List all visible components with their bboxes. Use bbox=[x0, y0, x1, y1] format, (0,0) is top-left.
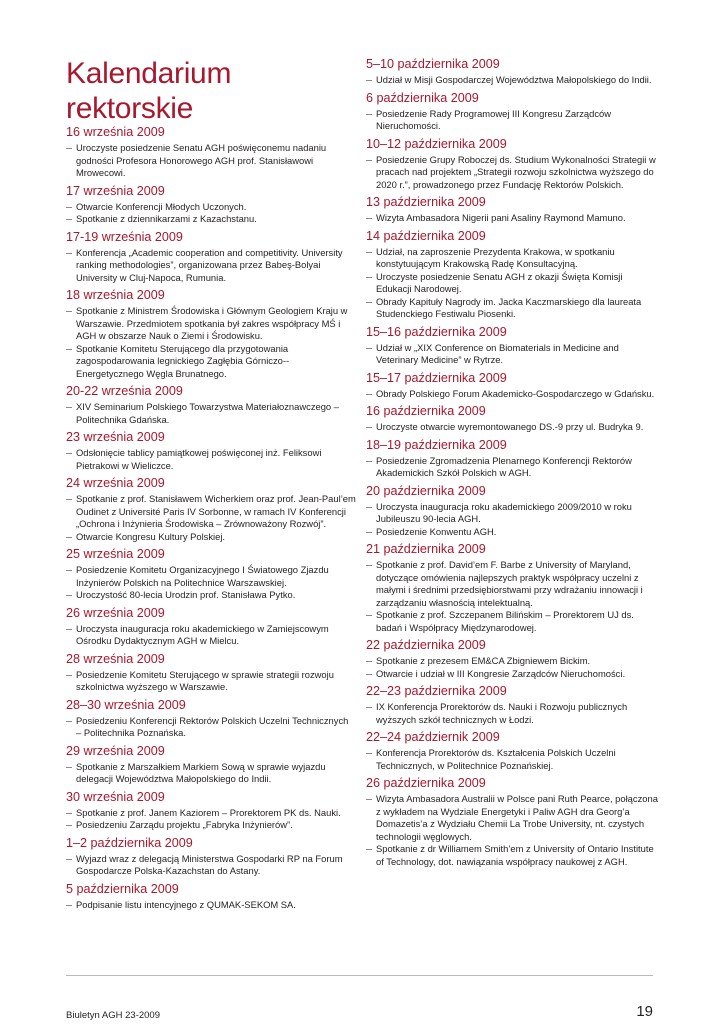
calendar-entry bbox=[366, 57, 658, 87]
page-title-line2: rektorskie bbox=[66, 92, 194, 125]
entry-item: Wizyta Ambasadora Australii w Polsce pani Ruth Pearce, połączona z wykładem na Wydziale Energetyki i Paliw AGH dra Georg’a Domazetis’a z Wydziału Chemii La Trobe University, nt. czystych technologii węglowych. bbox=[366, 793, 658, 843]
entry-item: Spotkanie z prezesem EM&CA Zbigniewem Bickim. bbox=[366, 655, 658, 668]
entry-date: 18–19 października 2009 bbox=[366, 437, 507, 452]
entry-date: 24 września 2009 bbox=[66, 476, 165, 490]
entry-item: Wyjazd wraz z delegacją Ministerstwa Gospodarki RP na Forum Gospodarcze Polska-Kazachstan do Astany. bbox=[66, 853, 356, 878]
right-column bbox=[366, 57, 658, 872]
entry-date: 15–16 października 2009 bbox=[366, 324, 507, 339]
entry-item: Uroczyste posiedzenie Senatu AGH z okazji Święta Komisji Edukacji Narodowej. bbox=[366, 271, 658, 296]
entry-item: Spotkanie z dziennikarzami z Kazachstanu. bbox=[66, 213, 356, 226]
entry-item: Spotkanie Komitetu Sterującego dla przygotowania zagospodarowania legnickiego Zagłębia Górniczo--Energetycznego Węgla Brunatnego. bbox=[66, 343, 356, 381]
calendar-entry bbox=[66, 744, 356, 786]
calendar-entry bbox=[66, 125, 356, 180]
calendar-entry bbox=[366, 438, 658, 480]
entry-item: Spotkanie z prof. Janem Kaziorem – Prorektorem PK ds. Nauki. bbox=[66, 807, 356, 820]
entry-item: Spotkanie z Marszałkiem Markiem Sową w sprawie wyjazdu delegacji Województwa Małopolskiego do Indii. bbox=[66, 761, 356, 786]
entry-item: Konferencja „Academic cooperation and competitivity. University ranking methodologies”, organizowana przez Babeş-Bolyai University w Cluj-Napoca, Rumunia. bbox=[66, 247, 356, 285]
calendar-entry bbox=[66, 606, 356, 648]
entry-date: 16 października 2009 bbox=[366, 404, 486, 418]
calendar-entry bbox=[66, 547, 356, 602]
entry-item: Posiedzenie Zgromadzenia Plenarnego Konferencji Rektorów Akademickich Szkół Polskich w AGH. bbox=[366, 455, 658, 480]
entry-item: XIV Seminarium Polskiego Towarzystwa Materiałoznawczego – Politechnika Gdańska. bbox=[66, 401, 356, 426]
entry-date: 21 października 2009 bbox=[366, 542, 486, 556]
entry-date: 22–24 październik 2009 bbox=[366, 730, 500, 744]
entry-item: Udział w Misji Gospodarczej Województwa Małopolskiego do Indii. bbox=[366, 74, 658, 87]
entry-date: 6 października 2009 bbox=[366, 90, 479, 105]
calendar-entry bbox=[366, 91, 658, 133]
entry-item: Posiedzeniu Zarządu projektu „Fabryka Inżynierów”. bbox=[66, 819, 356, 832]
entry-item: Odsłonięcie tablicy pamiątkowej poświęconej inż. Feliksowi Pietrakowi w Wieliczce. bbox=[66, 447, 356, 472]
entry-item: Posiedzenie Grupy Roboczej ds. Studium Wykonalności Strategii w pracach nad projektem „Strategii rozwoju szkolnictwa wyższego do 2020 r.”, prowadzonego przez Fundację Rektorów Polskich. bbox=[366, 154, 658, 192]
calendar-entry bbox=[366, 325, 658, 367]
calendar-entry bbox=[66, 698, 356, 740]
calendar-entry bbox=[366, 730, 658, 772]
calendar-entry bbox=[366, 638, 658, 680]
entry-item: Posiedzenie Komitetu Sterującego w sprawie strategii rozwoju szkolnictwa wyższego w Warszawie. bbox=[66, 669, 356, 694]
calendar-entry bbox=[66, 430, 356, 472]
entry-item: Posiedzenie Konwentu AGH. bbox=[366, 526, 658, 539]
calendar-entry bbox=[66, 476, 356, 543]
calendar-entry bbox=[366, 404, 658, 434]
calendar-entry bbox=[366, 229, 658, 321]
entry-item: Uroczystość 80-lecia Urodzin prof. Stanisława Pytko. bbox=[66, 589, 356, 602]
calendar-entry bbox=[66, 288, 356, 380]
entry-date: 18 września 2009 bbox=[66, 288, 165, 302]
entry-date: 17 września 2009 bbox=[66, 183, 165, 198]
entry-date: 30 września 2009 bbox=[66, 789, 165, 804]
entry-item: Posiedzenie Komitetu Organizacyjnego I Światowego Zjazdu Inżynierów Polskich na Politechnice Warszawskiej. bbox=[66, 564, 356, 589]
calendar-entry bbox=[366, 542, 658, 634]
calendar-entry bbox=[366, 371, 658, 401]
entry-item: Obrady Polskiego Forum Akademicko-Gospodarczego w Gdańsku. bbox=[366, 388, 658, 401]
entry-date: 29 września 2009 bbox=[66, 743, 165, 758]
entry-item: Podpisanie listu intencyjnego z QUMAK-SEKOM SA. bbox=[66, 899, 356, 912]
calendar-entry bbox=[66, 652, 356, 694]
entry-date: 15–17 października 2009 bbox=[366, 370, 507, 385]
entry-item: Uroczysta inauguracja roku akademickiego w Zamiejscowym Ośrodku Dydaktycznym AGH w Mielcu. bbox=[66, 623, 356, 648]
calendar-entry bbox=[366, 195, 658, 225]
entry-item: Otwarcie i udział w III Kongresie Zarządców Nieruchomości. bbox=[366, 668, 658, 681]
entry-date: 22 października 2009 bbox=[366, 638, 486, 652]
entry-item: Uroczyste posiedzenie Senatu AGH poświęconemu nadaniu godności Profesora Honorowego AGH prof. Stanisławowi Mrowecowi. bbox=[66, 142, 356, 180]
calendar-entry bbox=[366, 484, 658, 539]
entry-date: 16 września 2009 bbox=[66, 125, 165, 139]
entry-item: Uroczysta inauguracja roku akademickiego 2009/2010 w roku Jubileuszu 90-lecia AGH. bbox=[366, 501, 658, 526]
entry-date: 26 września 2009 bbox=[66, 605, 165, 620]
entry-item: Posiedzeniu Konferencji Rektorów Polskich Uczelni Technicznych – Politechnika Poznańska. bbox=[66, 715, 356, 740]
entry-date: 10–12 października 2009 bbox=[366, 136, 507, 151]
left-column bbox=[66, 125, 356, 915]
page-number: 19 bbox=[636, 1003, 653, 1020]
entry-date: 13 października 2009 bbox=[366, 195, 486, 209]
calendar-entry bbox=[366, 137, 658, 192]
entry-item: Obrady Kapituły Nagrody im. Jacka Kaczmarskiego dla laureata Studenckiego Festiwalu Piosenki. bbox=[366, 296, 658, 321]
entry-date: 5–10 października 2009 bbox=[366, 57, 500, 71]
entry-item: Konferencja Prorektorów ds. Kształcenia Polskich Uczelni Technicznych, w Politechnice Poznańskiej. bbox=[366, 747, 658, 772]
entry-date: 20 października 2009 bbox=[366, 483, 486, 498]
entry-item: IX Konferencja Prorektorów ds. Nauki i Rozwoju publicznych wyższych szkół technicznych w Łodzi. bbox=[366, 701, 658, 726]
entry-item: Uroczyste otwarcie wyremontowanego DS.-9 przy ul. Budryka 9. bbox=[366, 421, 658, 434]
calendar-entry bbox=[366, 776, 658, 868]
entry-item: Udział, na zaproszenie Prezydenta Krakowa, w spotkaniu konstytuującym Krakowską Radę Konsultacyjną. bbox=[366, 246, 658, 271]
calendar-entry bbox=[66, 230, 356, 285]
entry-item: Spotkanie z dr Williamem Smith’em z University of Ontario Institute of Technology, dot. nawiązania współpracy naukowej z AGH. bbox=[366, 843, 658, 868]
entry-item: Udział w „XIX Conference on Biomaterials in Medicine and Veterinary Medicine” w Rytrze. bbox=[366, 342, 658, 367]
entry-date: 28–30 września 2009 bbox=[66, 697, 186, 712]
entry-date: 1–2 października 2009 bbox=[66, 835, 193, 850]
entry-date: 25 września 2009 bbox=[66, 547, 165, 561]
entry-date: 17-19 września 2009 bbox=[66, 229, 183, 244]
entry-item: Posiedzenie Rady Programowej III Kongresu Zarządców Nieruchomości. bbox=[366, 108, 658, 133]
entry-item: Spotkanie z Ministrem Środowiska i Głównym Geologiem Kraju w Warszawie. Przedmiotem spotkania był zakres współpracy MŚ i AGH w obszarze Nauk o Ziemi i Środowisku. bbox=[66, 305, 356, 343]
entry-date: 5 października 2009 bbox=[66, 881, 179, 896]
entry-item: Spotkanie z prof. Szczepanem Bilińskim – Prorektorem UJ ds. badań i Współpracy Międzynarodowej. bbox=[366, 609, 658, 634]
entry-date: 28 września 2009 bbox=[66, 651, 165, 666]
footer-divider bbox=[66, 975, 653, 976]
entry-item: Otwarcie Kongresu Kultury Polskiej. bbox=[66, 531, 356, 544]
publication-name: Biuletyn AGH 23-2009 bbox=[66, 1010, 161, 1021]
calendar-entry bbox=[366, 684, 658, 726]
entry-item: Otwarcie Konferencji Młodych Uczonych. bbox=[66, 201, 356, 214]
entry-date: 20-22 września 2009 bbox=[66, 384, 183, 398]
entry-item: Spotkanie z prof. David’em F. Barbe z University of Maryland, dotyczące omówienia najlepszych praktyk współpracy uczelni z małymi i średnimi przedsiębiorstwami przy wdrażaniu innowacji i zarządzaniu własnością intelektualną. bbox=[366, 559, 658, 609]
entry-item: Spotkanie z prof. Stanisławem Wicherkiem oraz prof. Jean-Paul’em Oudinet z Université Paris IV Sorbonne, w ramach IV Konferencji „Ochrona i Inżynieria Środowiska – Zrównoważony Rozwój”. bbox=[66, 493, 356, 531]
calendar-entry bbox=[66, 184, 356, 226]
calendar-entry bbox=[66, 882, 356, 912]
entry-date: 14 października 2009 bbox=[366, 228, 486, 243]
page-title-line1: Kalendarium bbox=[66, 57, 232, 90]
entry-date: 23 września 2009 bbox=[66, 430, 165, 444]
entry-date: 26 października 2009 bbox=[366, 776, 486, 790]
page-title bbox=[66, 56, 231, 126]
calendar-entry bbox=[66, 384, 356, 426]
calendar-entry bbox=[66, 790, 356, 832]
calendar-entry bbox=[66, 836, 356, 878]
entry-date: 22–23 października 2009 bbox=[366, 684, 507, 698]
entry-item: Wizyta Ambasadora Nigerii pani Asaliny Raymond Mamuno. bbox=[366, 212, 658, 225]
